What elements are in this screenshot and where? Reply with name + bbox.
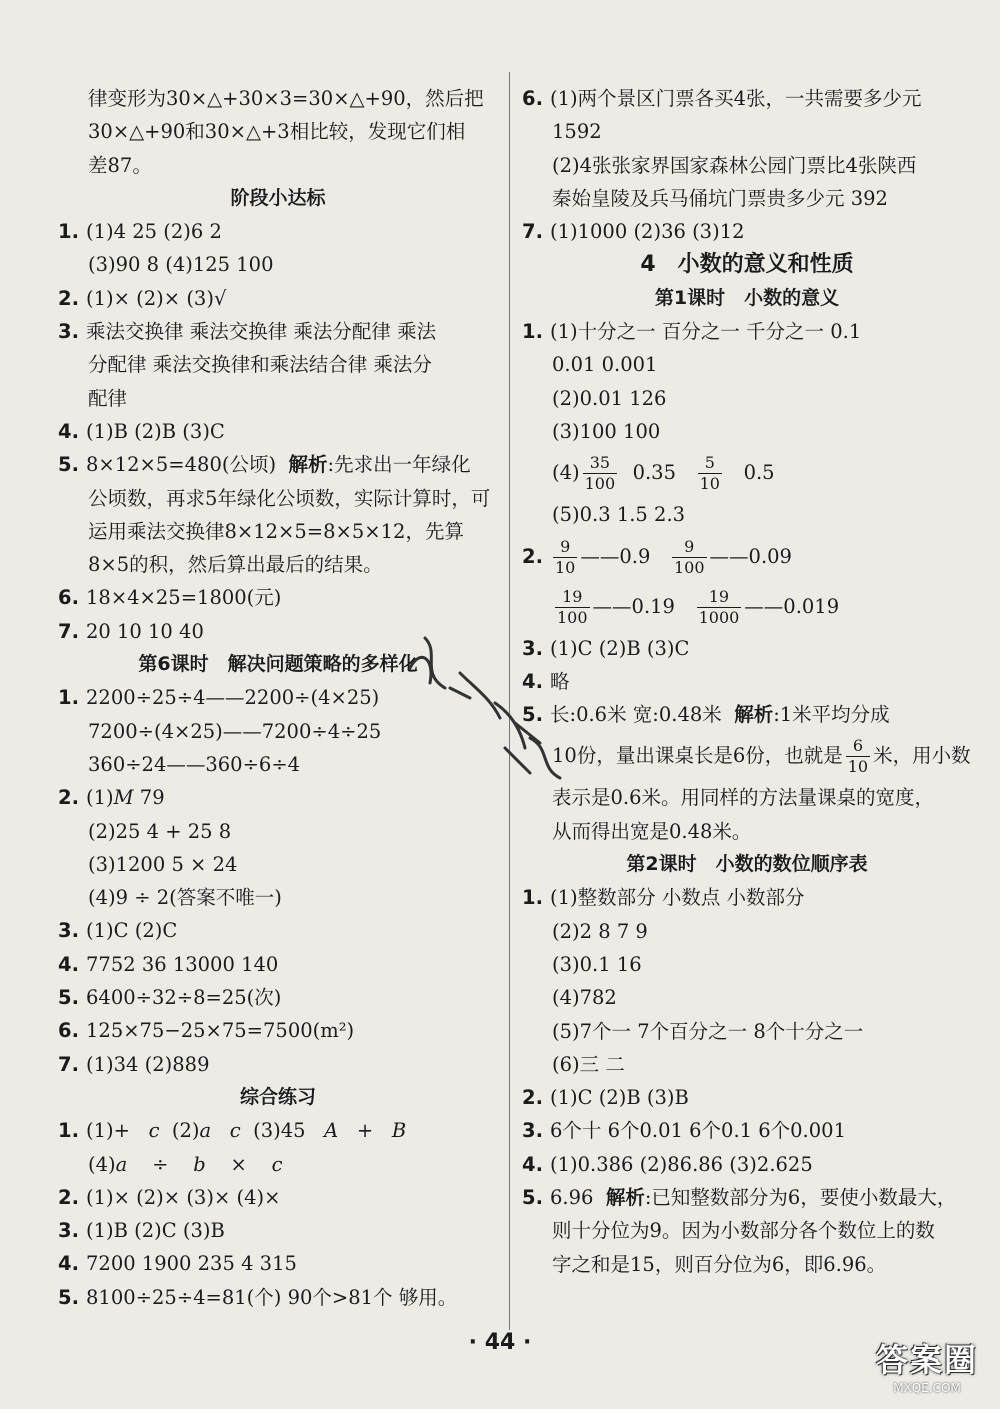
answer-text: :先求出一年绿化 <box>327 453 471 477</box>
answer-text: 从而得出宽是0.48米。 <box>552 819 752 843</box>
answer-text: (1)两个景区门票各买4张，一共需要多少元 <box>550 87 922 110</box>
section-heading: 第1课时 小数的意义 <box>654 286 840 309</box>
answer-text: + <box>356 1119 374 1143</box>
variable: c <box>271 1152 283 1176</box>
answer-text: (6)三 二 <box>552 1052 625 1076</box>
answer-text: (1)B (2)C (3)B <box>86 1219 225 1243</box>
answer-text: 8×12×5=480(公顷) <box>86 453 277 477</box>
variable: c <box>148 1119 160 1143</box>
item-number: 5. <box>522 703 543 727</box>
denominator: 10 <box>699 474 720 494</box>
answer-text: 0.5 <box>743 461 775 485</box>
answer-text: ——0.019 <box>744 594 840 618</box>
answer-text: 1592 <box>552 120 602 144</box>
answer-text <box>522 582 972 632</box>
item-number: 5. <box>522 1186 543 1210</box>
answer-text: (3)1200 5 × 24 <box>88 852 238 876</box>
numerator: 19 <box>555 589 590 608</box>
item-number: 2. <box>58 286 79 310</box>
item-number: 6. <box>58 586 79 610</box>
text-line: 律变形为30×△+30×3=30×△+90，然后把 <box>88 87 484 110</box>
answer-text: (2)0.01 126 <box>552 386 667 410</box>
answer-text: (3)45 <box>253 1119 306 1143</box>
answer-text <box>522 448 972 498</box>
answer-text: 公顷数，再求5年绿化公顷数，实际计算时，可 <box>88 486 491 510</box>
answer-text: (1)34 (2)889 <box>86 1052 210 1076</box>
answer-text: 18×4×25=1800(元) <box>86 586 282 610</box>
denominator: 100 <box>673 557 705 577</box>
answer-text: 79 <box>133 786 165 810</box>
item-number: 4. <box>58 952 79 976</box>
item-number: 1. <box>58 220 79 244</box>
item-number: 2. <box>522 544 543 568</box>
answer-text: (4) <box>552 461 580 485</box>
watermark <box>876 1335 978 1395</box>
section-heading: 第2课时 小数的数位顺序表 <box>626 853 868 876</box>
answer-text: 7200 1900 235 4 315 <box>86 1252 297 1276</box>
answer-item <box>522 1148 972 1181</box>
item-number: 6. <box>522 87 543 110</box>
answer-text: 6400÷32÷8=25(次) <box>86 986 282 1010</box>
watermark-url: MXQE.COM <box>893 1381 961 1395</box>
answer-text: 则十分位为9。因为小数部分各个数位上的数 <box>552 1219 935 1243</box>
answer-text: (2) <box>171 1119 200 1143</box>
answer-text: (4)782 <box>552 986 617 1010</box>
answer-text: 乘法交换律 乘法交换律 乘法分配律 乘法 <box>86 320 437 344</box>
answer-item <box>58 981 498 1014</box>
variable: B <box>391 1119 407 1143</box>
item-number: 4. <box>58 1252 79 1276</box>
denominator: 100 <box>557 607 588 627</box>
variable: c <box>229 1119 241 1143</box>
section-heading: 综合练习 <box>239 1085 316 1108</box>
analysis-label: 解析 <box>288 453 328 477</box>
answer-text: (3)0.1 16 <box>552 952 642 976</box>
fraction <box>553 536 577 577</box>
answer-text: ——0.19 <box>592 594 675 618</box>
answer-text: 米，用小数 <box>873 744 971 768</box>
answer-text: (1) <box>86 786 114 810</box>
answer-text: (5)0.3 1.5 2.3 <box>552 503 686 527</box>
answer-item <box>58 215 498 248</box>
denominator: 1000 <box>698 607 740 627</box>
answer-text: 0.01 0.001 <box>552 353 658 377</box>
answer-text: 7200÷(4×25)——7200÷4÷25 <box>88 719 382 743</box>
answer-item <box>522 1181 972 1214</box>
answer-item <box>522 1114 972 1147</box>
answer-text: 360÷24——360÷6÷4 <box>88 752 301 776</box>
answer-text: (1)0.386 (2)86.86 (3)2.625 <box>550 1152 813 1176</box>
handwriting-scribble <box>400 628 600 788</box>
item-number: 1. <box>522 886 543 910</box>
answer-text: 6个十 6个0.01 6个0.1 6个0.001 <box>550 1119 846 1143</box>
answer-text: (1)C (2)C <box>86 919 178 943</box>
answer-text: (4)9 ÷ 2(答案不唯一) <box>88 886 282 910</box>
item-number: 7. <box>58 619 79 643</box>
answer-text: 表示是0.6米。用同样的方法量课桌的宽度， <box>552 786 935 810</box>
fraction <box>583 455 618 492</box>
answer-text: ——0.09 <box>709 544 792 568</box>
answer-text: (1)C (2)B (3)B <box>550 1086 689 1110</box>
item-number: 1. <box>58 1119 79 1143</box>
item-number: 7. <box>58 1052 79 1076</box>
page-number: · 44 · <box>468 1330 532 1355</box>
chapter-heading: 4 小数的意义和性质 <box>640 252 854 278</box>
item-number: 3. <box>58 1219 79 1243</box>
answer-text: (1)+ <box>86 1119 130 1143</box>
item-number: 2. <box>58 1185 79 1209</box>
text-line: 差87。 <box>88 153 152 177</box>
answer-item <box>522 82 972 115</box>
analysis-label: 解析 <box>734 703 774 727</box>
answer-text: (2)2 8 7 9 <box>552 919 648 943</box>
fraction <box>672 536 707 577</box>
item-number: 5. <box>58 986 79 1010</box>
item-number: 3. <box>522 1119 543 1143</box>
item-number: 3. <box>58 919 79 943</box>
answer-item <box>522 532 972 582</box>
answer-item <box>58 1048 498 1081</box>
answer-item <box>58 1181 498 1214</box>
numerator: 9 <box>553 539 577 558</box>
answer-text: (2)25 4 + 25 8 <box>88 819 232 843</box>
answer-text: :1米平均分成 <box>773 703 890 727</box>
section-heading: 阶段小达标 <box>230 186 326 209</box>
answer-text: (3)100 100 <box>552 419 661 443</box>
answer-item <box>522 315 972 348</box>
numerator: 35 <box>583 455 618 474</box>
answer-text: ÷ <box>152 1152 169 1176</box>
item-number: 4. <box>58 419 79 443</box>
answer-text: 8×5的积，然后算出最后的结果。 <box>88 553 383 577</box>
answer-text: 略 <box>550 669 570 693</box>
watermark-logo: 答案圈 <box>875 1341 978 1379</box>
answer-item <box>58 1214 498 1247</box>
answer-text: (2)4张张家界国家森林公园门票比4张陕西 <box>552 153 917 177</box>
denominator: 10 <box>555 557 576 577</box>
answer-text: (1)× (2)× (3)× (4)× <box>86 1185 281 1209</box>
item-number: 1. <box>522 320 543 344</box>
variable: a <box>115 1152 128 1176</box>
answer-text: 20 10 10 40 <box>86 619 204 643</box>
answer-text: × <box>230 1152 247 1176</box>
answer-item <box>58 415 498 448</box>
answer-item <box>58 1281 498 1314</box>
answer-item <box>58 1114 498 1147</box>
answer-text: 配律 <box>88 386 128 410</box>
text-line: 30×△+90和30×△+3相比较，发现它们相 <box>88 120 466 144</box>
answer-item <box>522 215 972 248</box>
denominator: 100 <box>584 474 616 494</box>
answer-item <box>522 881 972 914</box>
answer-text: 10份，量出课桌长是6份，也就是 <box>552 744 843 768</box>
answer-text: 125×75−25×75=7500(m²) <box>86 1019 355 1043</box>
item-number: 4. <box>522 669 543 693</box>
item-number: 7. <box>522 220 543 244</box>
answer-item <box>58 315 498 348</box>
answer-text: 长:0.6米 宽:0.48米 <box>550 703 722 727</box>
answer-text: (1)× (2)× (3)√ <box>86 286 227 310</box>
answer-item <box>58 914 498 947</box>
answer-text: 分配律 乘法交换律和乘法结合律 乘法分 <box>88 353 432 377</box>
variable: a <box>199 1119 212 1143</box>
item-number: 1. <box>58 686 79 710</box>
answer-item <box>58 1014 498 1047</box>
item-number: 3. <box>522 636 543 660</box>
variable: A <box>324 1119 339 1143</box>
item-number: 2. <box>58 786 79 810</box>
answer-text: (5)7个一 7个百分之一 8个十分之一 <box>552 1019 864 1043</box>
answer-text: 0.35 <box>632 461 676 485</box>
answer-text: 运用乘法交换律8×12×5=8×5×12，先算 <box>88 519 464 543</box>
analysis-label: 解析 <box>605 1186 645 1210</box>
fraction <box>555 586 590 627</box>
answer-text: 字之和是15，则百分位为6，即6.96。 <box>552 1252 887 1276</box>
answer-item <box>58 1247 498 1280</box>
answer-item <box>58 581 498 614</box>
item-number: 3. <box>58 320 79 344</box>
numerator: 19 <box>697 589 742 608</box>
answer-item <box>58 448 498 481</box>
answer-item <box>58 282 498 315</box>
answer-text: (1)C (2)B (3)C <box>550 636 690 660</box>
numerator: 9 <box>672 539 707 558</box>
fraction <box>846 738 870 775</box>
variable: b <box>193 1152 206 1176</box>
answer-text: (3)90 8 (4)125 100 <box>88 253 274 277</box>
answer-item <box>522 1081 972 1114</box>
answer-text: ——0.9 <box>580 544 651 568</box>
denominator: 10 <box>847 757 869 777</box>
variable: M <box>113 786 134 810</box>
answer-text: 7752 36 13000 140 <box>86 952 279 976</box>
answer-text: (1)1000 (2)36 (3)12 <box>550 220 745 244</box>
numerator: 5 <box>698 455 722 474</box>
item-number: 5. <box>58 1285 79 1309</box>
item-number: 4. <box>522 1152 543 1176</box>
answer-text: (1)十分之一 百分之一 千分之一 0.1 <box>550 320 862 344</box>
answer-text: 6.96 <box>550 1186 594 1210</box>
item-number: 2. <box>522 1086 543 1110</box>
fraction <box>697 586 742 627</box>
answer-text: 秦始皇陵及兵马俑坑门票贵多少元 392 <box>552 186 888 210</box>
answer-text: (1)整数部分 小数点 小数部分 <box>550 886 805 910</box>
answer-text: :已知整数部分为6，要使小数最大， <box>644 1186 957 1210</box>
section-heading: 第6课时 解决问题策略的多样化 <box>138 653 418 676</box>
answer-item <box>58 948 498 981</box>
answer-text: (4) <box>88 1152 116 1176</box>
answer-text: (1)B (2)B (3)C <box>86 419 225 443</box>
item-number: 6. <box>58 1019 79 1043</box>
numerator: 6 <box>846 738 870 757</box>
answer-text: 2200÷25÷4——2200÷(4×25) <box>86 686 380 710</box>
answer-text <box>58 1148 498 1181</box>
answer-text: (1)4 25 (2)6 2 <box>86 220 222 244</box>
answer-text: 8100÷25÷4=81(个) 90个>81个 够用。 <box>86 1285 458 1309</box>
fraction <box>698 455 722 492</box>
item-number: 5. <box>58 453 79 477</box>
